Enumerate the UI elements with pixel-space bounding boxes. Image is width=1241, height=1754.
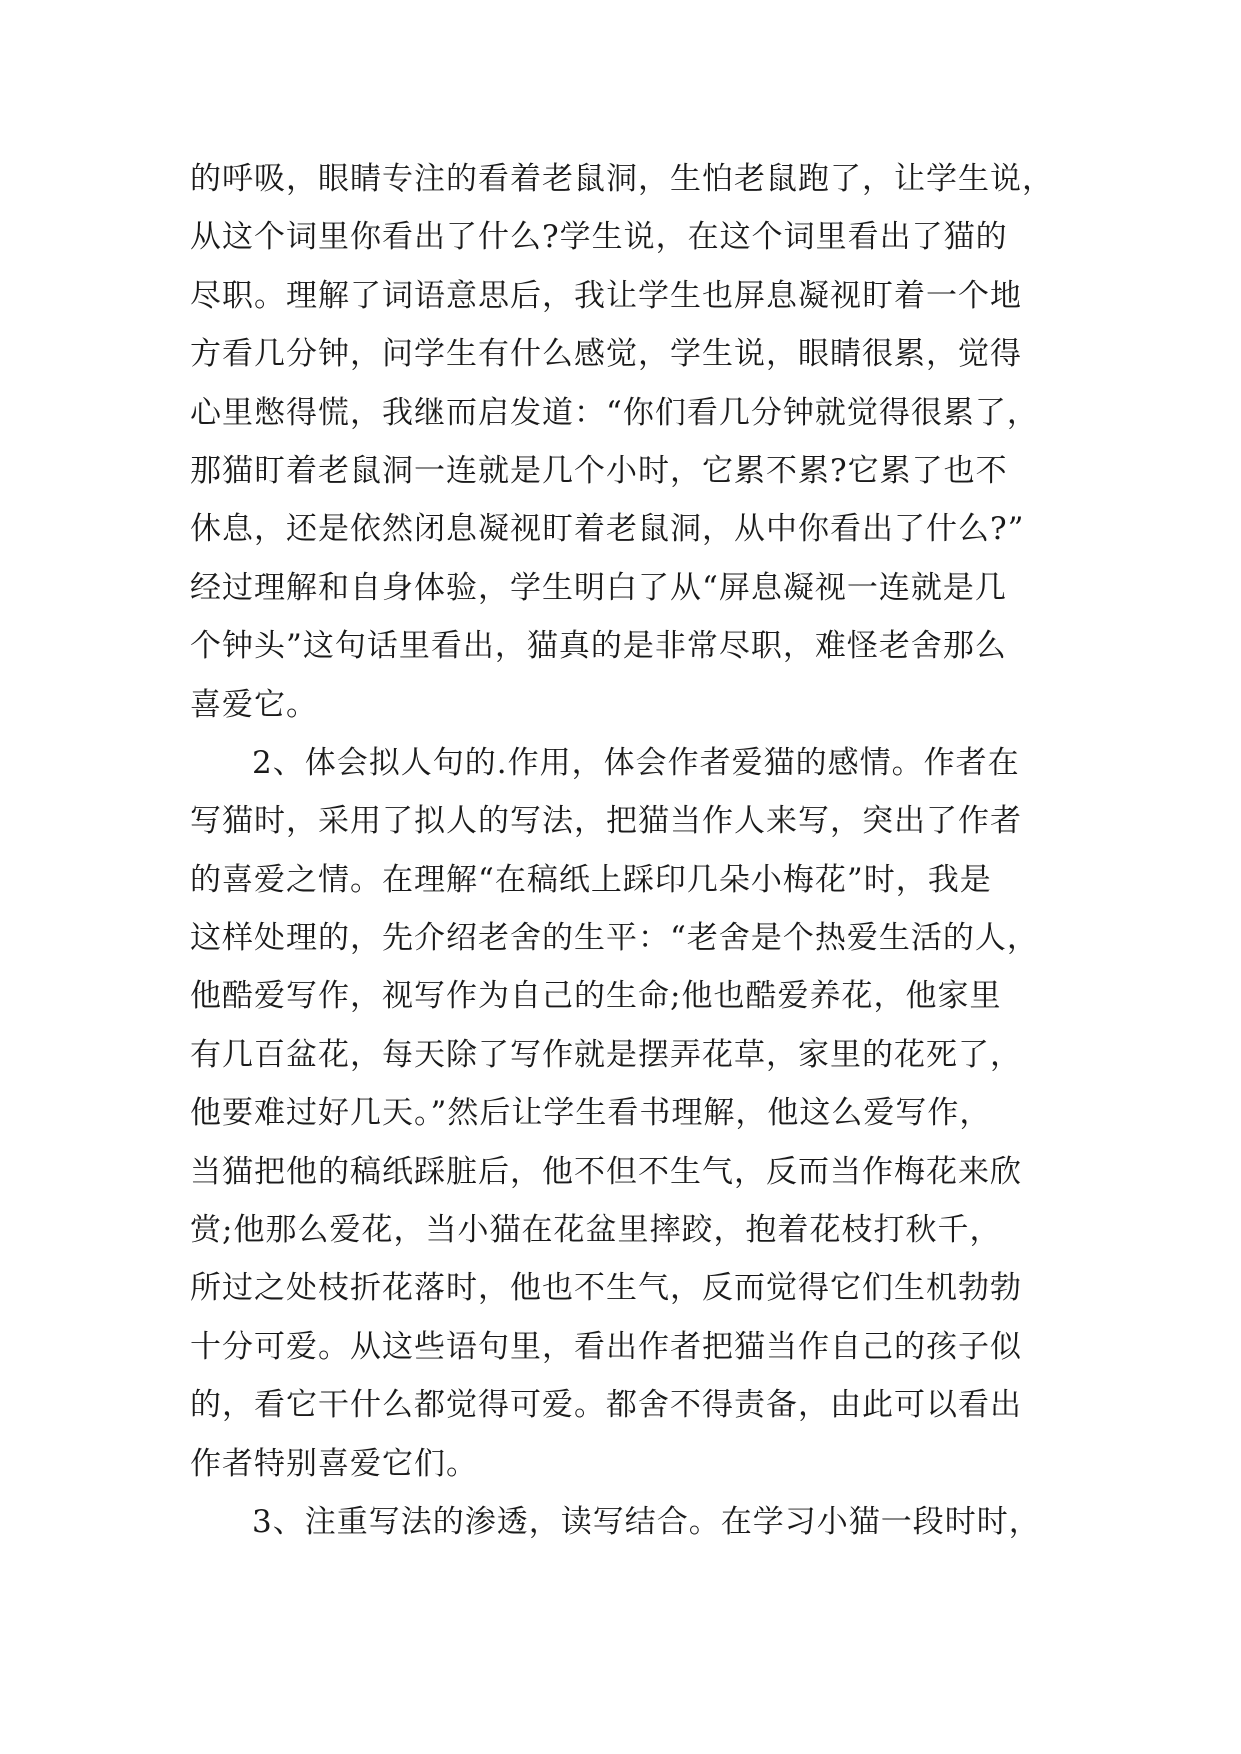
text-line: 作者特别喜爱它们。 xyxy=(190,1445,478,1482)
text-line: 休息，还是依然闭息凝视盯着老鼠洞，从中你看出了什么?” xyxy=(190,511,1025,548)
text-line: 赏;他那么爱花，当小猫在花盆里摔跤，抱着花枝打秋千， xyxy=(190,1212,1002,1249)
text-line: 心里憋得慌，我继而启发道：“你们看几分钟就觉得很累了， xyxy=(190,394,1039,431)
text-line: 有几百盆花，每天除了写作就是摆弄花草，家里的花死了， xyxy=(190,1036,1022,1073)
text-line: 当猫把他的稿纸踩脏后，他不但不生气，反而当作梅花来欣 xyxy=(190,1153,1022,1190)
text-line: 方看几分钟，问学生有什么感觉，学生说，眼睛很累，觉得 xyxy=(190,336,1022,373)
text-line: 他酷爱写作，视写作为自己的生命;他也酷爱养花，他家里 xyxy=(190,978,1002,1015)
text-line: 这样处理的，先介绍老舍的生平：“老舍是个热爱生活的人， xyxy=(190,920,1039,957)
text-line: 的，看它干什么都觉得可爱。都舍不得责备，由此可以看出 xyxy=(190,1387,1022,1424)
text-line: 尽职。理解了词语意思后，我让学生也屏息凝视盯着一个地 xyxy=(190,277,1022,314)
document-body xyxy=(190,150,1070,1551)
text-line: 十分可爱。从这些语句里，看出作者把猫当作自己的孩子似 xyxy=(190,1328,1022,1365)
text-line: 写猫时，采用了拟人的写法，把猫当作人来写，突出了作者 xyxy=(190,803,1022,840)
paragraph-3-start-line: 3、注重写法的渗透，读写结合。在学习小猫一段时时， xyxy=(252,1503,1041,1540)
text-line: 他要难过好几天。”然后让学生看书理解，他这么爱写作， xyxy=(190,1095,992,1132)
text-line: 经过理解和自身体验，学生明白了从“屏息凝视一连就是几 xyxy=(190,569,1007,606)
paragraph-2-start-line: 2、体会拟人句的.作用，体会作者爱猫的感情。作者在 xyxy=(252,744,1020,781)
text-line: 的喜爱之情。在理解“在稿纸上踩印几朵小梅花”时，我是 xyxy=(190,861,992,898)
text-line: 个钟头”这句话里看出，猫真的是非常尽职，难怪老舍那么 xyxy=(190,628,1007,665)
text-line: 从这个词里你看出了什么?学生说，在这个词里看出了猫的 xyxy=(190,219,1008,256)
text-line: 那猫盯着老鼠洞一连就是几个小时，它累不累?它累了也不 xyxy=(190,452,1008,489)
text-line: 喜爱它。 xyxy=(190,686,318,723)
text-line: 所过之处枝折花落时，他也不生气，反而觉得它们生机勃勃 xyxy=(190,1270,1022,1307)
text-line: 的呼吸，眼睛专注的看着老鼠洞，生怕老鼠跑了，让学生说， xyxy=(190,161,1054,197)
